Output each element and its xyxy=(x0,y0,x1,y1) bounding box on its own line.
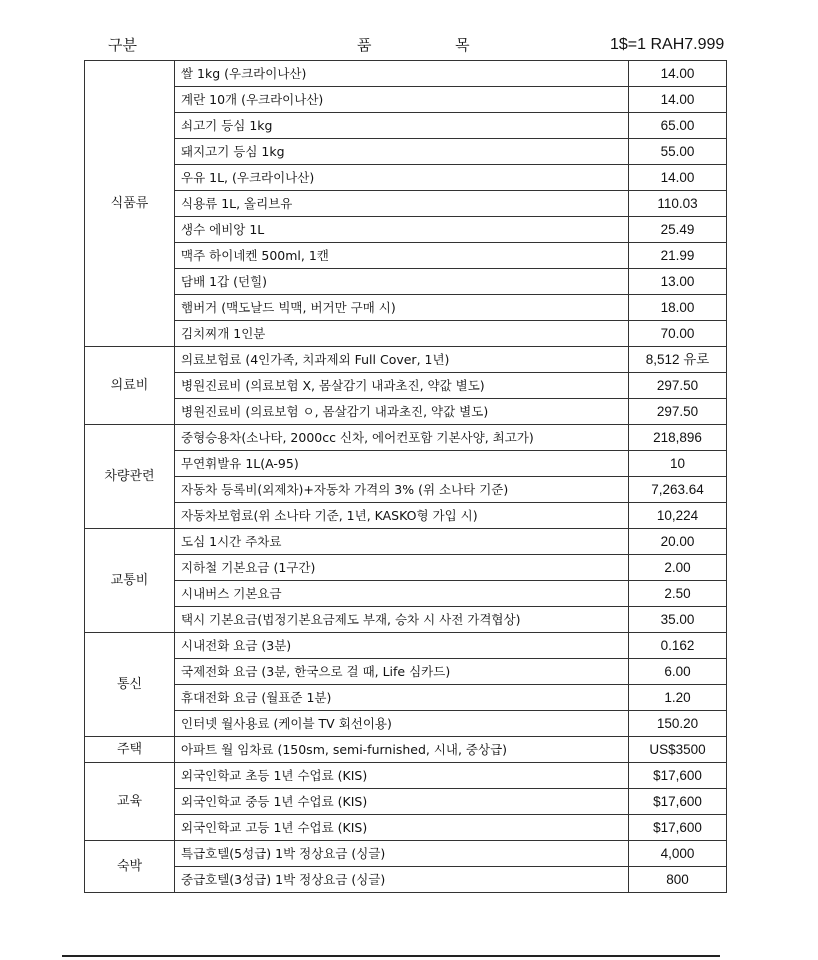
item-cell: 쇠고기 등심 1kg xyxy=(175,113,629,139)
item-cell: 지하철 기본요금 (1구간) xyxy=(175,555,629,581)
table-row xyxy=(85,165,727,191)
cost-table xyxy=(84,60,727,893)
category-cell: 교육 xyxy=(85,763,175,841)
footer-divider xyxy=(62,955,720,957)
table-row xyxy=(85,425,727,451)
table-row xyxy=(85,477,727,503)
item-cell: 중형승용차(소나타, 2000cc 신차, 에어컨포함 기본사양, 최고가) xyxy=(175,425,629,451)
item-cell: 무연휘발유 1L(A-95) xyxy=(175,451,629,477)
table-row xyxy=(85,659,727,685)
table-row xyxy=(85,815,727,841)
table-row xyxy=(85,451,727,477)
item-cell: 도심 1시간 주차료 xyxy=(175,529,629,555)
value-cell: 70.00 xyxy=(629,321,727,347)
table-row xyxy=(85,61,727,87)
value-cell: $17,600 xyxy=(629,763,727,789)
table-row xyxy=(85,295,727,321)
value-cell: $17,600 xyxy=(629,789,727,815)
value-cell: 13.00 xyxy=(629,269,727,295)
value-cell: 6.00 xyxy=(629,659,727,685)
category-cell: 숙박 xyxy=(85,841,175,893)
item-cell: 계란 10개 (우크라이나산) xyxy=(175,87,629,113)
header-item-char-b: 목 xyxy=(455,36,470,54)
value-cell: 150.20 xyxy=(629,711,727,737)
value-cell: 25.49 xyxy=(629,217,727,243)
value-cell: 218,896 xyxy=(629,425,727,451)
table-row xyxy=(85,841,727,867)
exchange-rate: 1$=1 RAH7.999 xyxy=(610,36,725,53)
value-cell: 18.00 xyxy=(629,295,727,321)
header-category: 구분 xyxy=(108,36,137,54)
item-cell: 택시 기본요금(법정기본요금제도 부재, 승차 시 사전 가격협상) xyxy=(175,607,629,633)
category-cell: 식품류 xyxy=(85,61,175,347)
value-cell: 4,000 xyxy=(629,841,727,867)
value-cell: 14.00 xyxy=(629,87,727,113)
item-cell: 인터넷 월사용료 (케이블 TV 회선이용) xyxy=(175,711,629,737)
value-cell: 35.00 xyxy=(629,607,727,633)
value-cell: 110.03 xyxy=(629,191,727,217)
item-cell: 국제전화 요금 (3분, 한국으로 걸 때, Life 심카드) xyxy=(175,659,629,685)
table-row xyxy=(85,711,727,737)
value-cell: 21.99 xyxy=(629,243,727,269)
table-row xyxy=(85,763,727,789)
item-cell: 아파트 월 임차료 (150sm, semi-furnished, 시내, 중상급) xyxy=(175,737,629,763)
item-cell: 햄버거 (맥도날드 빅맥, 버거만 구매 시) xyxy=(175,295,629,321)
value-cell: 297.50 xyxy=(629,373,727,399)
table-row xyxy=(85,555,727,581)
table-row xyxy=(85,685,727,711)
item-cell: 특급호텔(5성급) 1박 정상요금 (싱글) xyxy=(175,841,629,867)
table-row xyxy=(85,347,727,373)
value-cell: US$3500 xyxy=(629,737,727,763)
item-cell: 생수 에비앙 1L xyxy=(175,217,629,243)
value-cell: 1.20 xyxy=(629,685,727,711)
item-cell: 외국인학교 고등 1년 수업료 (KIS) xyxy=(175,815,629,841)
item-cell: 휴대전화 요금 (월표준 1분) xyxy=(175,685,629,711)
table-row xyxy=(85,529,727,555)
header-item xyxy=(357,34,470,56)
item-cell: 시내버스 기본요금 xyxy=(175,581,629,607)
value-cell: 20.00 xyxy=(629,529,727,555)
table-row xyxy=(85,321,727,347)
value-cell: 14.00 xyxy=(629,165,727,191)
value-cell: 10 xyxy=(629,451,727,477)
category-cell: 교통비 xyxy=(85,529,175,633)
value-cell: 297.50 xyxy=(629,399,727,425)
category-cell: 통신 xyxy=(85,633,175,737)
table-row xyxy=(85,581,727,607)
table-row xyxy=(85,217,727,243)
table-row xyxy=(85,269,727,295)
table-row xyxy=(85,503,727,529)
item-cell: 김치찌개 1인분 xyxy=(175,321,629,347)
value-cell: 55.00 xyxy=(629,139,727,165)
item-cell: 자동차 등록비(외제차)+자동차 가격의 3% (위 소나타 기준) xyxy=(175,477,629,503)
item-cell: 의료보험료 (4인가족, 치과제외 Full Cover, 1년) xyxy=(175,347,629,373)
item-cell: 맥주 하이네켄 500ml, 1캔 xyxy=(175,243,629,269)
item-cell: 담배 1갑 (던힐) xyxy=(175,269,629,295)
table-row xyxy=(85,633,727,659)
item-cell: 쌀 1kg (우크라이나산) xyxy=(175,61,629,87)
value-cell: 14.00 xyxy=(629,61,727,87)
header-item-char-a: 품 xyxy=(357,36,372,54)
item-cell: 시내전화 요금 (3분) xyxy=(175,633,629,659)
value-cell: 65.00 xyxy=(629,113,727,139)
table-row xyxy=(85,139,727,165)
value-cell: 10,224 xyxy=(629,503,727,529)
table-row xyxy=(85,87,727,113)
table-row xyxy=(85,243,727,269)
value-cell: 8,512 유로 xyxy=(629,347,727,373)
category-cell: 차량관련 xyxy=(85,425,175,529)
value-cell: 2.00 xyxy=(629,555,727,581)
item-cell: 돼지고기 등심 1kg xyxy=(175,139,629,165)
category-cell: 의료비 xyxy=(85,347,175,425)
table-row xyxy=(85,191,727,217)
table-row xyxy=(85,867,727,893)
table-row xyxy=(85,373,727,399)
item-cell: 자동차보험료(위 소나타 기준, 1년, KASKO형 가입 시) xyxy=(175,503,629,529)
item-cell: 우유 1L, (우크라이나산) xyxy=(175,165,629,191)
table-row xyxy=(85,607,727,633)
value-cell: 0.162 xyxy=(629,633,727,659)
value-cell: $17,600 xyxy=(629,815,727,841)
value-cell: 800 xyxy=(629,867,727,893)
item-cell: 식용류 1L, 올리브유 xyxy=(175,191,629,217)
value-cell: 2.50 xyxy=(629,581,727,607)
table-row xyxy=(85,737,727,763)
value-cell: 7,263.64 xyxy=(629,477,727,503)
item-cell: 중급호텔(3성급) 1박 정상요금 (싱글) xyxy=(175,867,629,893)
item-cell: 외국인학교 초등 1년 수업료 (KIS) xyxy=(175,763,629,789)
category-cell: 주택 xyxy=(85,737,175,763)
item-cell: 병원진료비 (의료보험 X, 몸살감기 내과초진, 약값 별도) xyxy=(175,373,629,399)
item-cell: 병원진료비 (의료보험 ㅇ, 몸살감기 내과초진, 약값 별도) xyxy=(175,399,629,425)
table-row xyxy=(85,399,727,425)
item-cell: 외국인학교 중등 1년 수업료 (KIS) xyxy=(175,789,629,815)
table-row xyxy=(85,789,727,815)
table-row xyxy=(85,113,727,139)
